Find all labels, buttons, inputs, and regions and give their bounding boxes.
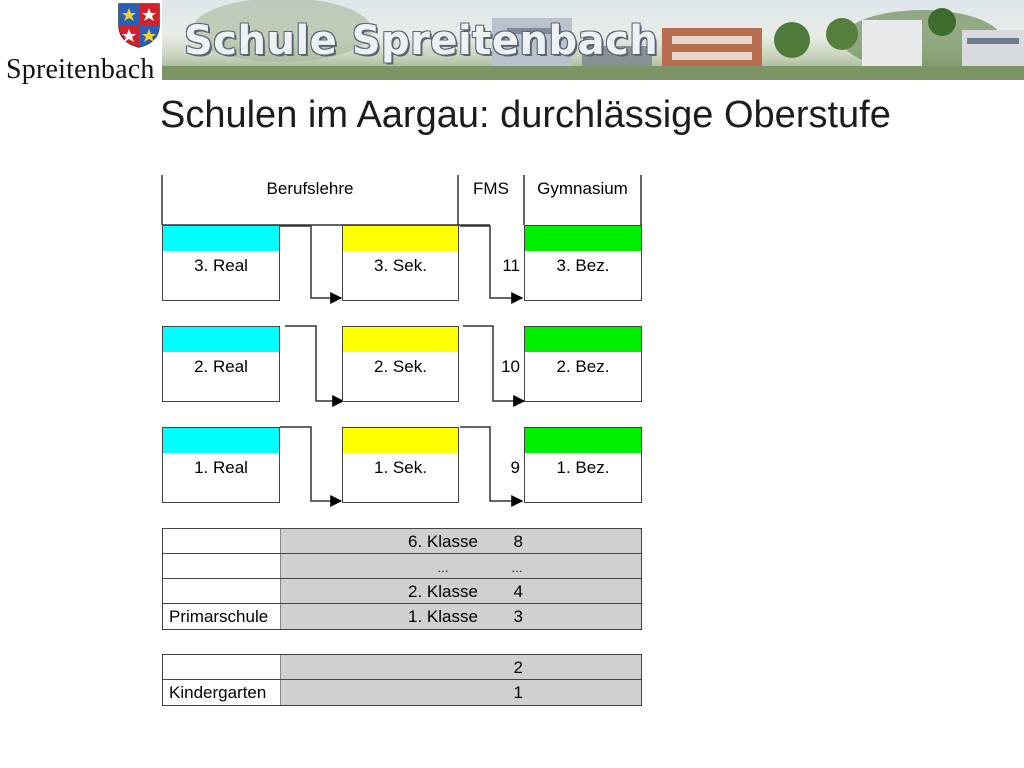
kindergarten-table [162, 654, 642, 706]
real-2-box [162, 326, 280, 402]
sek-color-bar [343, 226, 458, 251]
sek-3-label: 3. Sek. [374, 256, 427, 275]
primarschule-table [162, 528, 642, 630]
table-row [163, 680, 641, 705]
year-number: 8 [513, 532, 523, 551]
bez-2-box [524, 326, 642, 402]
klasse-label: 1. Klasse [408, 607, 478, 626]
year-number: 1 [513, 683, 523, 702]
bez-color-bar [525, 327, 641, 352]
sek-1-label: 1. Sek. [374, 458, 427, 477]
table-row [163, 579, 641, 604]
klasse-label: 6. Klasse [408, 532, 478, 551]
real-color-bar [163, 428, 279, 453]
sek-color-bar [343, 428, 458, 453]
bez-color-bar [525, 226, 641, 251]
bez-3-box [524, 225, 642, 301]
year-number: 3 [513, 607, 523, 626]
real-3-label: 3. Real [194, 256, 248, 275]
year-ellipsis: … [511, 561, 523, 575]
town-name: Spreitenbach [6, 54, 155, 85]
real-3-box [162, 225, 280, 301]
real-color-bar [163, 226, 279, 251]
year-number: 4 [513, 582, 523, 601]
klasse-ellipsis: … [437, 561, 449, 575]
column-header-berufslehre: Berufslehre [266, 179, 354, 198]
column-header-gymnasium: Gymnasium [537, 179, 628, 198]
year-9-number: 9 [510, 458, 520, 477]
banner-title: Schule Spreitenbach [184, 18, 659, 64]
page-title: Schulen im Aargau: durchlässige Oberstufe [160, 94, 891, 136]
table-row [163, 554, 641, 579]
sek-color-bar [343, 327, 458, 352]
kindergarten-label: Kindergarten [169, 683, 267, 702]
sek-2-label: 2. Sek. [374, 357, 427, 376]
column-header-fms: FMS [473, 179, 509, 198]
bez-2-label: 2. Bez. [556, 357, 610, 376]
year-number: 2 [513, 658, 523, 677]
sek-2-box [342, 326, 459, 402]
sek-1-box [342, 427, 459, 503]
klasse-label: 2. Klasse [408, 582, 478, 601]
year-10-number: 10 [501, 357, 520, 376]
real-color-bar [163, 327, 279, 352]
sek-3-box [342, 225, 459, 301]
bez-1-label: 1. Bez. [556, 458, 610, 477]
real-2-label: 2. Real [194, 357, 248, 376]
bez-color-bar [525, 428, 641, 453]
bez-3-label: 3. Bez. [556, 256, 610, 275]
table-row [163, 655, 641, 680]
year-11-number: 11 [502, 256, 520, 275]
table-row [163, 529, 641, 554]
table-row [163, 604, 641, 629]
real-1-box [162, 427, 280, 503]
primarschule-label: Primarschule [169, 607, 269, 626]
real-1-label: 1. Real [194, 458, 248, 477]
bez-1-box [524, 427, 642, 503]
